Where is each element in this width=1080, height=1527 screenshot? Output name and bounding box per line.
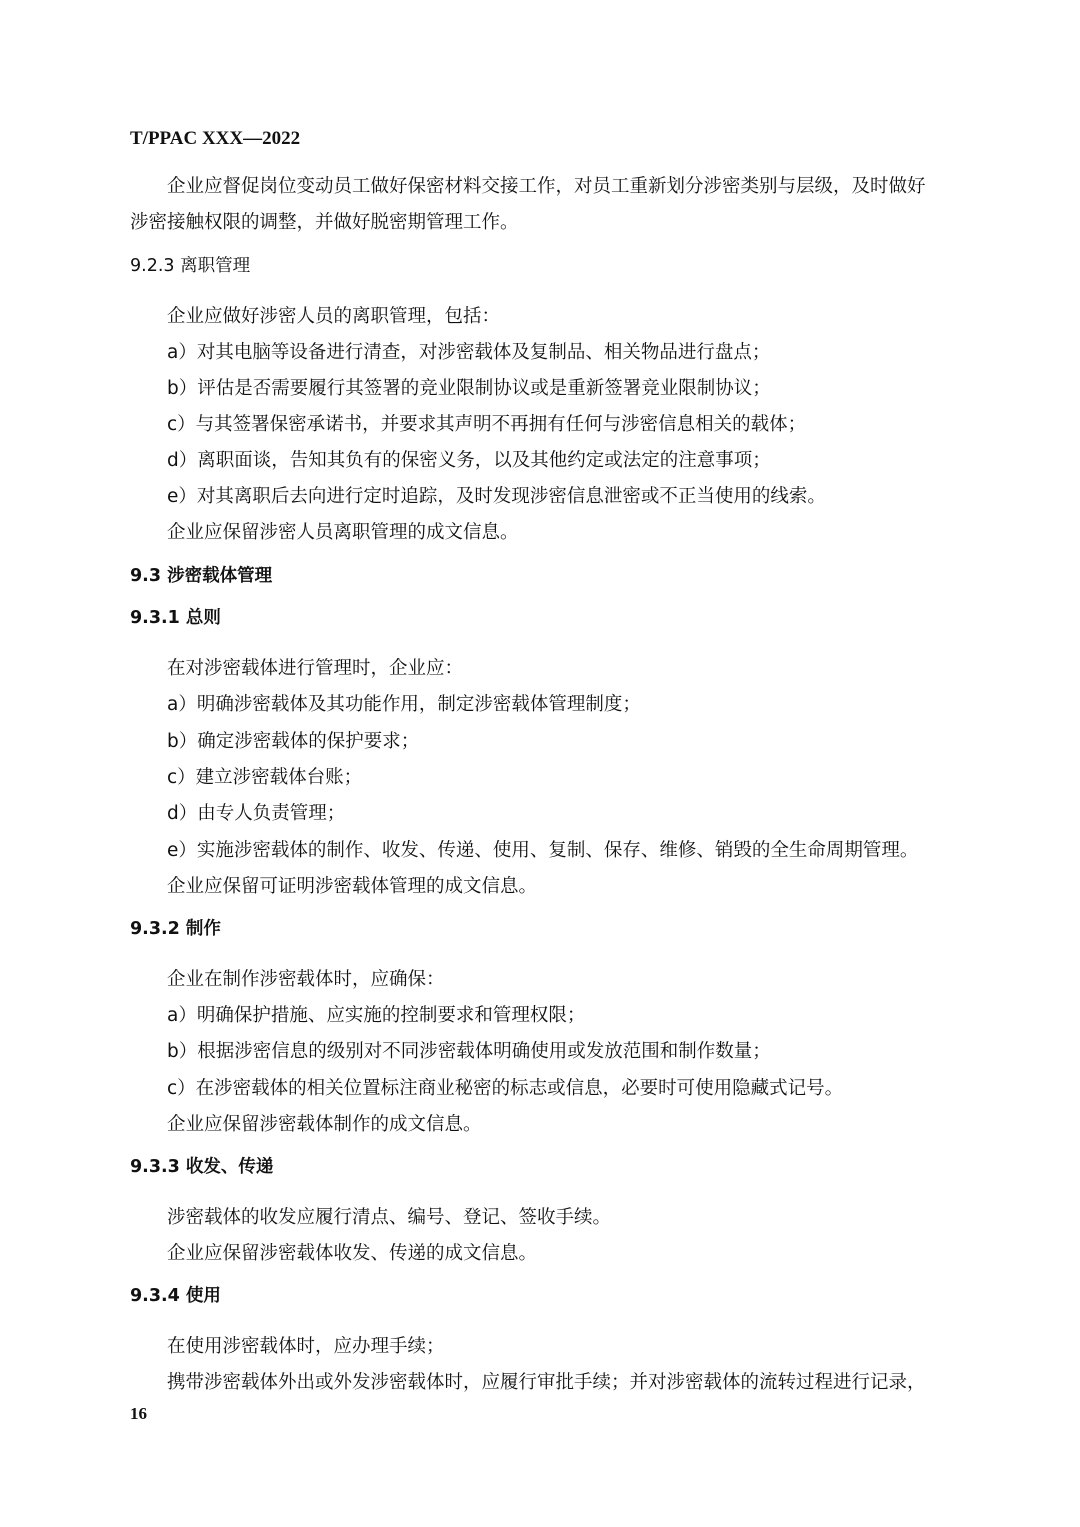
heading-9-3-4: 9.3.4 使用 [130,1286,221,1306]
s923-item-c: c）与其签署保密承诺书，并要求其声明不再拥有任何与涉密信息相关的载体； [167,414,807,435]
s931-item-c: c）建立涉密载体台账； [167,767,363,788]
s931-item-d: d）由专人负责管理； [167,803,346,824]
heading-9-3-2: 9.3.2 制作 [130,919,221,939]
s931-closing: 企业应保留可证明涉密载体管理的成文信息。 [167,876,538,897]
intro-line-1: 企业应督促岗位变动员工做好保密材料交接工作，对员工重新划分涉密类别与层级，及时做好 [167,176,926,197]
s932-item-c: c）在涉密载体的相关位置标注商业秘密的标志或信息，必要时可使用隐藏式记号。 [167,1078,844,1099]
s923-item-e: e）对其离职后去向进行定时追踪，及时发现涉密信息泄密或不正当使用的线索。 [167,486,826,507]
s932-item-b: b）根据涉密信息的级别对不同涉密载体明确使用或发放范围和制作数量； [167,1041,771,1062]
s933-line-1: 涉密载体的收发应履行清点、编号、登记、签收手续。 [167,1207,612,1228]
s931-item-e: e）实施涉密载体的制作、收发、传递、使用、复制、保存、维修、销毁的全生命周期管理。 [167,840,919,861]
s931-item-a: a）明确涉密载体及其功能作用，制定涉密载体管理制度； [167,694,641,715]
page-number: 16 [130,1404,147,1423]
s932-lead: 企业在制作涉密载体时，应确保： [167,969,445,990]
s932-item-a: a）明确保护措施、应实施的控制要求和管理权限； [167,1005,586,1026]
s932-closing: 企业应保留涉密载体制作的成文信息。 [167,1114,482,1135]
s934-line-2: 携带涉密载体外出或外发涉密载体时，应履行审批手续；并对涉密载体的流转过程进行记录， [167,1372,926,1393]
s923-lead: 企业应做好涉密人员的离职管理，包括： [167,306,501,327]
s934-line-1: 在使用涉密载体时，应办理手续； [167,1336,445,1357]
heading-9-3-1: 9.3.1 总则 [130,608,221,628]
s931-item-b: b）确定涉密载体的保护要求； [167,731,420,752]
heading-9-2-3: 9.2.3 离职管理 [130,256,251,276]
intro-line-2: 涉密接触权限的调整，并做好脱密期管理工作。 [130,212,519,233]
s931-lead: 在对涉密载体进行管理时，企业应： [167,658,464,679]
s933-line-2: 企业应保留涉密载体收发、传递的成文信息。 [167,1243,538,1264]
s923-item-a: a）对其电脑等设备进行清查，对涉密载体及复制品、相关物品进行盘点； [167,342,771,363]
s923-item-d: d）离职面谈，告知其负有的保密义务，以及其他约定或法定的注意事项； [167,450,771,471]
s923-item-b: b）评估是否需要履行其签署的竞业限制协议或是重新签署竞业限制协议； [167,378,771,399]
heading-9-3: 9.3 涉密载体管理 [130,566,273,586]
standard-id: T/PPAC XXX—2022 [130,128,301,149]
heading-9-3-3: 9.3.3 收发、传递 [130,1157,274,1177]
s923-closing: 企业应保留涉密人员离职管理的成文信息。 [167,522,519,543]
